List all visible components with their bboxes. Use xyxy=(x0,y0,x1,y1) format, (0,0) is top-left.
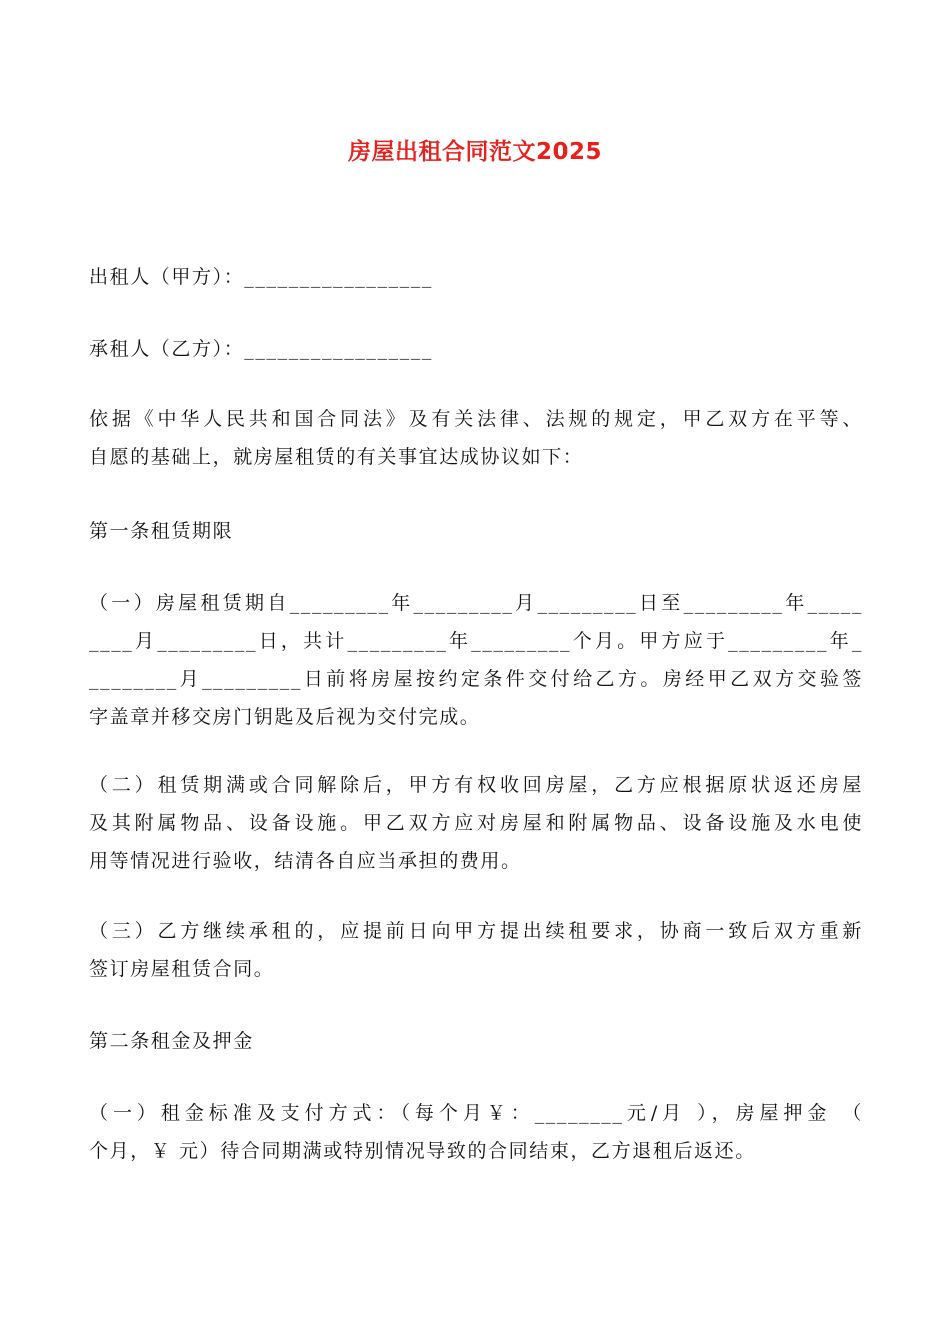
party-a-text: 出租人（甲方）：_________________ xyxy=(89,266,434,288)
article1-clause1 xyxy=(89,584,863,736)
article1-heading-text: 第一条租赁期限 xyxy=(89,520,234,542)
clause-line: 用等情况进行验收，结清各自应当承担的费用。 xyxy=(89,850,522,872)
article2-heading-text: 第二条租金及押金 xyxy=(89,1030,254,1052)
clause-line: 签订房屋租赁合同。 xyxy=(89,958,275,980)
clause-line: 个月，￥ 元）待合同期满或特别情况导致的合同结束，乙方退租后返还。 xyxy=(89,1140,756,1162)
party-a-line xyxy=(89,258,863,296)
clause-line: 字盖章并移交房门钥匙及后视为交付完成。 xyxy=(89,706,481,728)
clause-line: ____月_________日，共计_________年_________个月。甲方应于_________年_ xyxy=(89,630,863,652)
article2-clause1 xyxy=(89,1094,863,1170)
clause-line: （一）房屋租赁期自_________年_________月_________日至_________年_____ xyxy=(89,592,863,614)
clause-line: （三）乙方继续承租的，应提前日向甲方提出续租要求，协商一致后双方重新 xyxy=(89,920,863,942)
clause-line: ________月_________日前将房屋按约定条件交付给乙方。房经甲乙双方交验签 xyxy=(89,668,863,690)
preamble-line: 依据《中华人民共和国合同法》及有关法律、法规的规定，甲乙双方在平等、 xyxy=(89,408,863,430)
party-b-text: 承租人（乙方）：_________________ xyxy=(89,338,434,360)
preamble-line: 自愿的基础上，就房屋租赁的有关事宜达成协议如下： xyxy=(89,446,584,468)
clause-line: 及其附属物品、设备设施。甲乙双方应对房屋和附属物品、设备设施及水电使 xyxy=(89,812,863,834)
party-b-line xyxy=(89,330,863,368)
article1-heading xyxy=(89,512,863,550)
clause-line: （二）租赁期满或合同解除后，甲方有权收回房屋，乙方应根据原状返还房屋 xyxy=(89,774,863,796)
article1-clause3 xyxy=(89,912,863,988)
document-title: 房屋出租合同范文2025 xyxy=(347,139,602,165)
preamble-paragraph xyxy=(89,400,863,476)
article1-clause2 xyxy=(89,766,863,880)
article2-heading xyxy=(89,1022,863,1060)
clause-line: （一）租金标准及支付方式：（每个月￥：________元/月 ），房屋押金 （ xyxy=(89,1102,863,1124)
